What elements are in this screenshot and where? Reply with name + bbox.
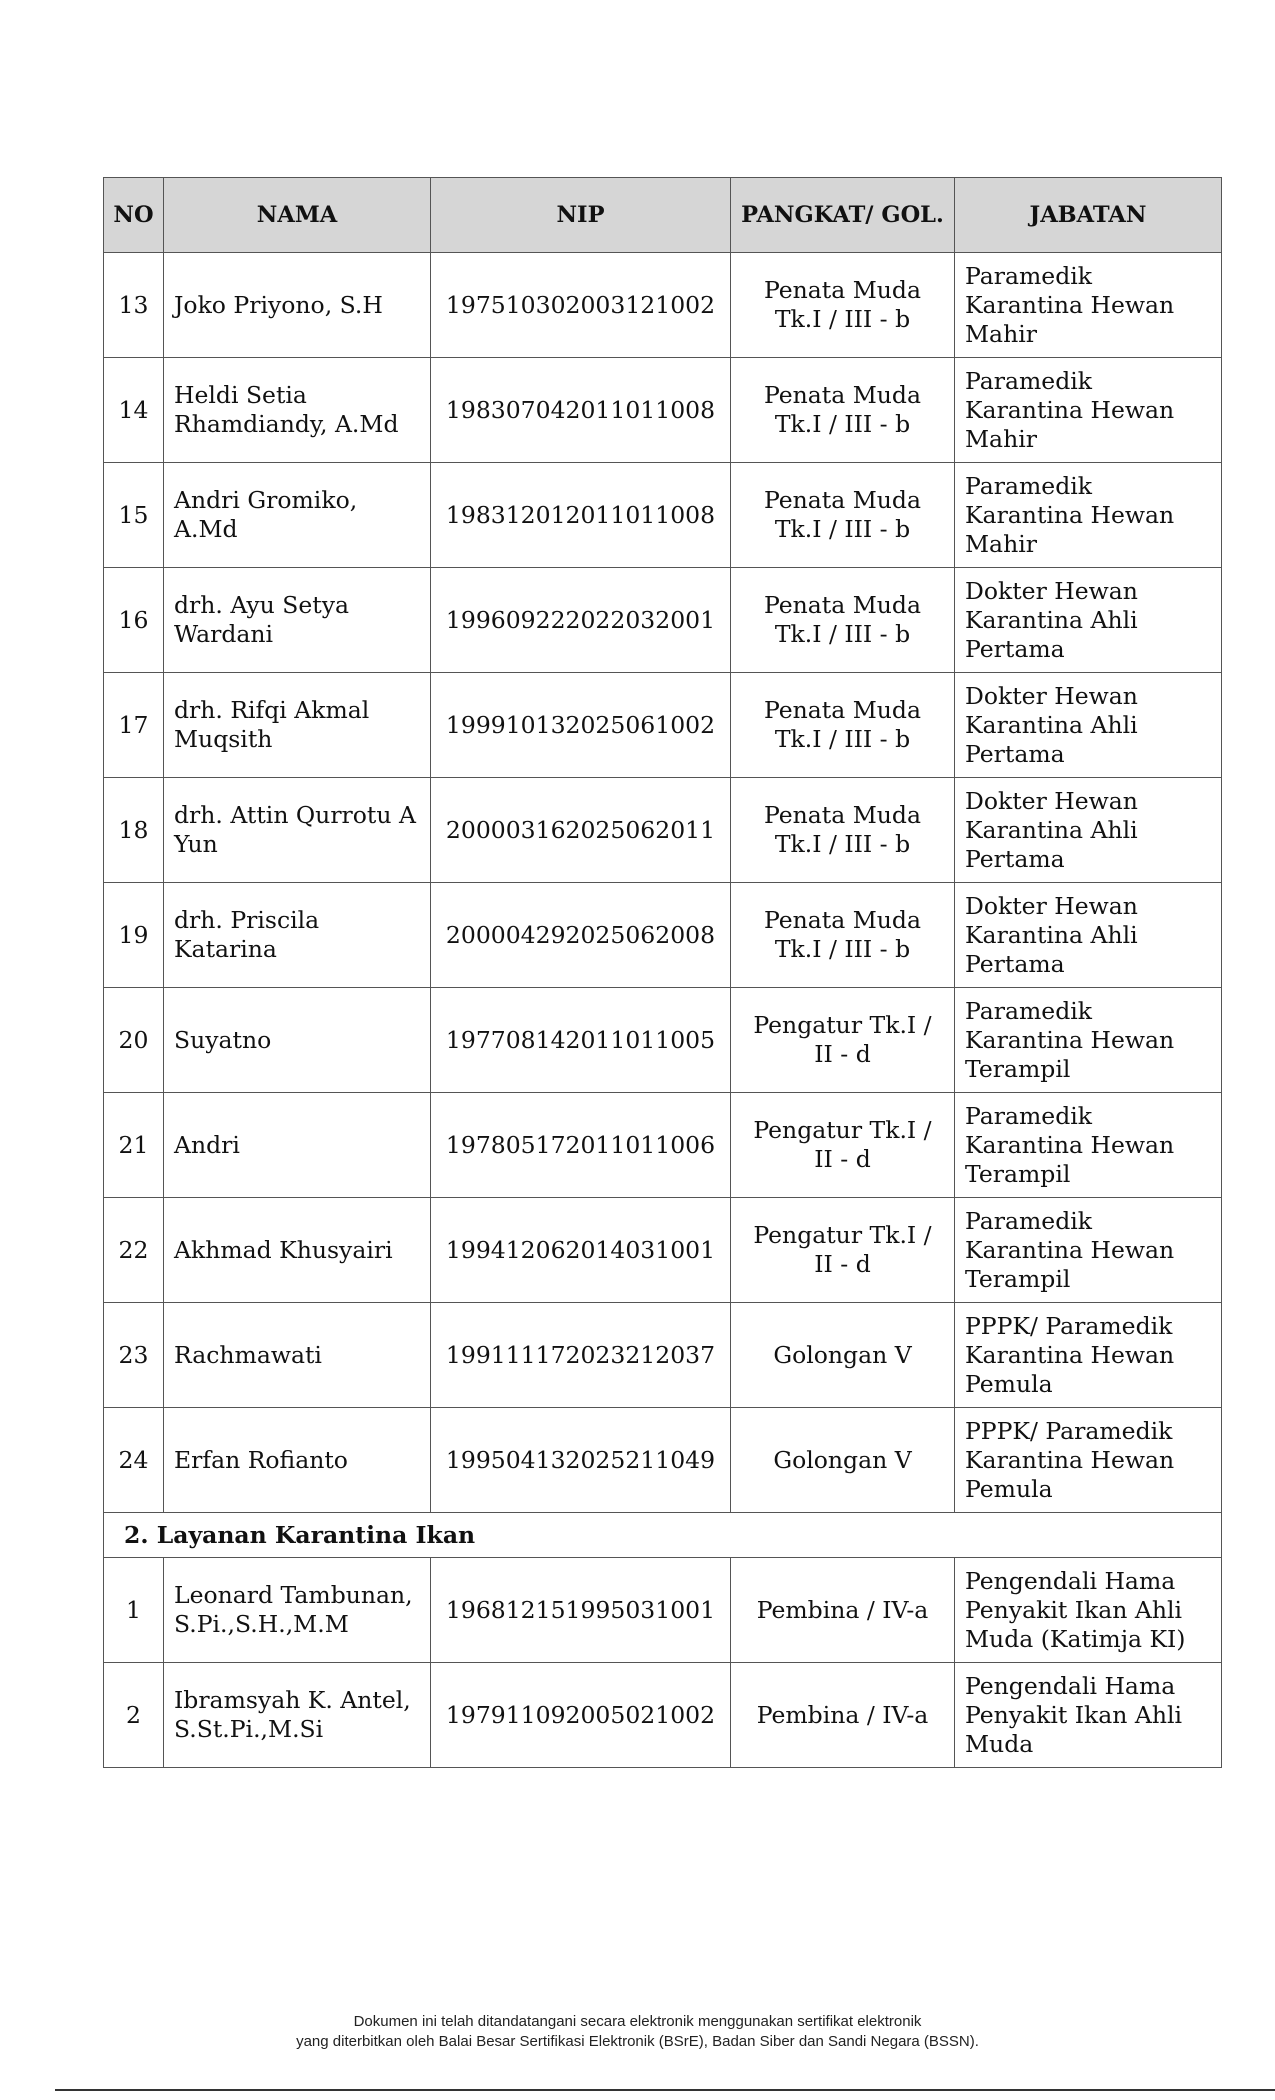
cell-pangkat: Golongan V [731,1408,955,1513]
cell-nama: Akhmad Khusyairi [164,1198,431,1303]
signature-notice-line2: yang diterbitkan oleh Balai Besar Sertifikasi Elektronik (BSrE), Badan Siber dan Sandi Negara (BSSN). [296,2033,979,2050]
cell-pangkat: Penata Muda Tk.I / III - b [731,358,955,463]
cell-pangkat: Pengatur Tk.I / II - d [731,1198,955,1303]
table-row [104,1198,1222,1303]
table-row [104,1663,1222,1768]
cell-no: 22 [104,1198,164,1303]
table-row [104,673,1222,778]
cell-nip: 200004292025062008 [431,883,731,988]
cell-nama: Leonard Tambunan, S.Pi.,S.H.,M.M [164,1558,431,1663]
staff-table [103,177,1222,1768]
cell-jabatan: Dokter Hewan Karantina Ahli Pertama [955,778,1222,883]
table-row [104,883,1222,988]
cell-no: 18 [104,778,164,883]
cell-no: 20 [104,988,164,1093]
cell-no: 19 [104,883,164,988]
table-row [104,568,1222,673]
cell-no: 15 [104,463,164,568]
cell-nip: 199111172023212037 [431,1303,731,1408]
cell-jabatan: Dokter Hewan Karantina Ahli Pertama [955,883,1222,988]
cell-nip: 199504132025211049 [431,1408,731,1513]
cell-pangkat: Penata Muda Tk.I / III - b [731,253,955,358]
cell-pangkat: Penata Muda Tk.I / III - b [731,568,955,673]
table-row [104,358,1222,463]
table-row [104,1408,1222,1513]
cell-nip: 199910132025061002 [431,673,731,778]
cell-jabatan: Paramedik Karantina Hewan Terampil [955,1093,1222,1198]
cell-jabatan: Dokter Hewan Karantina Ahli Pertama [955,673,1222,778]
cell-nama: Suyatno [164,988,431,1093]
header-jabatan: JABATAN [955,178,1222,253]
signature-notice [0,2012,1275,2052]
cell-pangkat: Penata Muda Tk.I / III - b [731,883,955,988]
table-row [104,778,1222,883]
table-row [104,463,1222,568]
table-row [104,988,1222,1093]
cell-nip: 199609222022032001 [431,568,731,673]
cell-jabatan: Paramedik Karantina Hewan Terampil [955,1198,1222,1303]
cell-no: 17 [104,673,164,778]
cell-jabatan: Paramedik Karantina Hewan Terampil [955,988,1222,1093]
cell-pangkat: Pengatur Tk.I / II - d [731,988,955,1093]
cell-pangkat: Pengatur Tk.I / II - d [731,1093,955,1198]
signature-notice-line1: Dokumen ini telah ditandatangani secara elektronik menggunakan sertifikat elektronik [353,2013,922,2030]
table-row [104,1303,1222,1408]
cell-pangkat: Golongan V [731,1303,955,1408]
cell-pangkat: Penata Muda Tk.I / III - b [731,778,955,883]
cell-nip: 197911092005021002 [431,1663,731,1768]
cell-no: 24 [104,1408,164,1513]
cell-nip: 197805172011011006 [431,1093,731,1198]
bottom-divider [55,2089,1275,2091]
cell-nama: Andri [164,1093,431,1198]
table-header [104,178,1222,253]
cell-pangkat: Pembina / IV-a [731,1558,955,1663]
cell-pangkat: Pembina / IV-a [731,1663,955,1768]
cell-jabatan: PPPK/ Paramedik Karantina Hewan Pemula [955,1303,1222,1408]
cell-pangkat: Penata Muda Tk.I / III - b [731,673,955,778]
cell-nama: Erfan Rofianto [164,1408,431,1513]
header-nip: NIP [431,178,731,253]
cell-nama: drh. Priscila Katarina [164,883,431,988]
cell-no: 21 [104,1093,164,1198]
cell-nip: 199412062014031001 [431,1198,731,1303]
cell-jabatan: Paramedik Karantina Hewan Mahir [955,463,1222,568]
cell-nama: drh. Attin Qurrotu A Yun [164,778,431,883]
cell-no: 16 [104,568,164,673]
table-row [104,253,1222,358]
table-body [104,253,1222,1768]
table-row [104,1093,1222,1198]
cell-no: 23 [104,1303,164,1408]
header-no: NO [104,178,164,253]
cell-nip: 197708142011011005 [431,988,731,1093]
cell-nip: 198312012011011008 [431,463,731,568]
section-row [104,1513,1222,1558]
cell-nip: 198307042011011008 [431,358,731,463]
table-row [104,1558,1222,1663]
cell-jabatan: Pengendali Hama Penyakit Ikan Ahli Muda [955,1663,1222,1768]
cell-pangkat: Penata Muda Tk.I / III - b [731,463,955,568]
cell-no: 1 [104,1558,164,1663]
cell-nip: 197510302003121002 [431,253,731,358]
header-row [104,178,1222,253]
cell-nama: Andri Gromiko, A.Md [164,463,431,568]
cell-nip: 200003162025062011 [431,778,731,883]
cell-nip: 196812151995031001 [431,1558,731,1663]
cell-nama: drh. Ayu Setya Wardani [164,568,431,673]
cell-no: 13 [104,253,164,358]
cell-jabatan: Paramedik Karantina Hewan Mahir [955,253,1222,358]
cell-nama: Heldi Setia Rhamdiandy, A.Md [164,358,431,463]
cell-jabatan: Dokter Hewan Karantina Ahli Pertama [955,568,1222,673]
cell-nama: Ibramsyah K. Antel, S.St.Pi.,M.Si [164,1663,431,1768]
header-nama: NAMA [164,178,431,253]
cell-jabatan: Paramedik Karantina Hewan Mahir [955,358,1222,463]
cell-nama: Rachmawati [164,1303,431,1408]
cell-nama: Joko Priyono, S.H [164,253,431,358]
cell-jabatan: PPPK/ Paramedik Karantina Hewan Pemula [955,1408,1222,1513]
section-title: 2. Layanan Karantina Ikan [104,1513,1222,1558]
cell-jabatan: Pengendali Hama Penyakit Ikan Ahli Muda (Katimja KI) [955,1558,1222,1663]
header-pangkat: PANGKAT/ GOL. [731,178,955,253]
cell-nama: drh. Rifqi Akmal Muqsith [164,673,431,778]
cell-no: 2 [104,1663,164,1768]
cell-no: 14 [104,358,164,463]
